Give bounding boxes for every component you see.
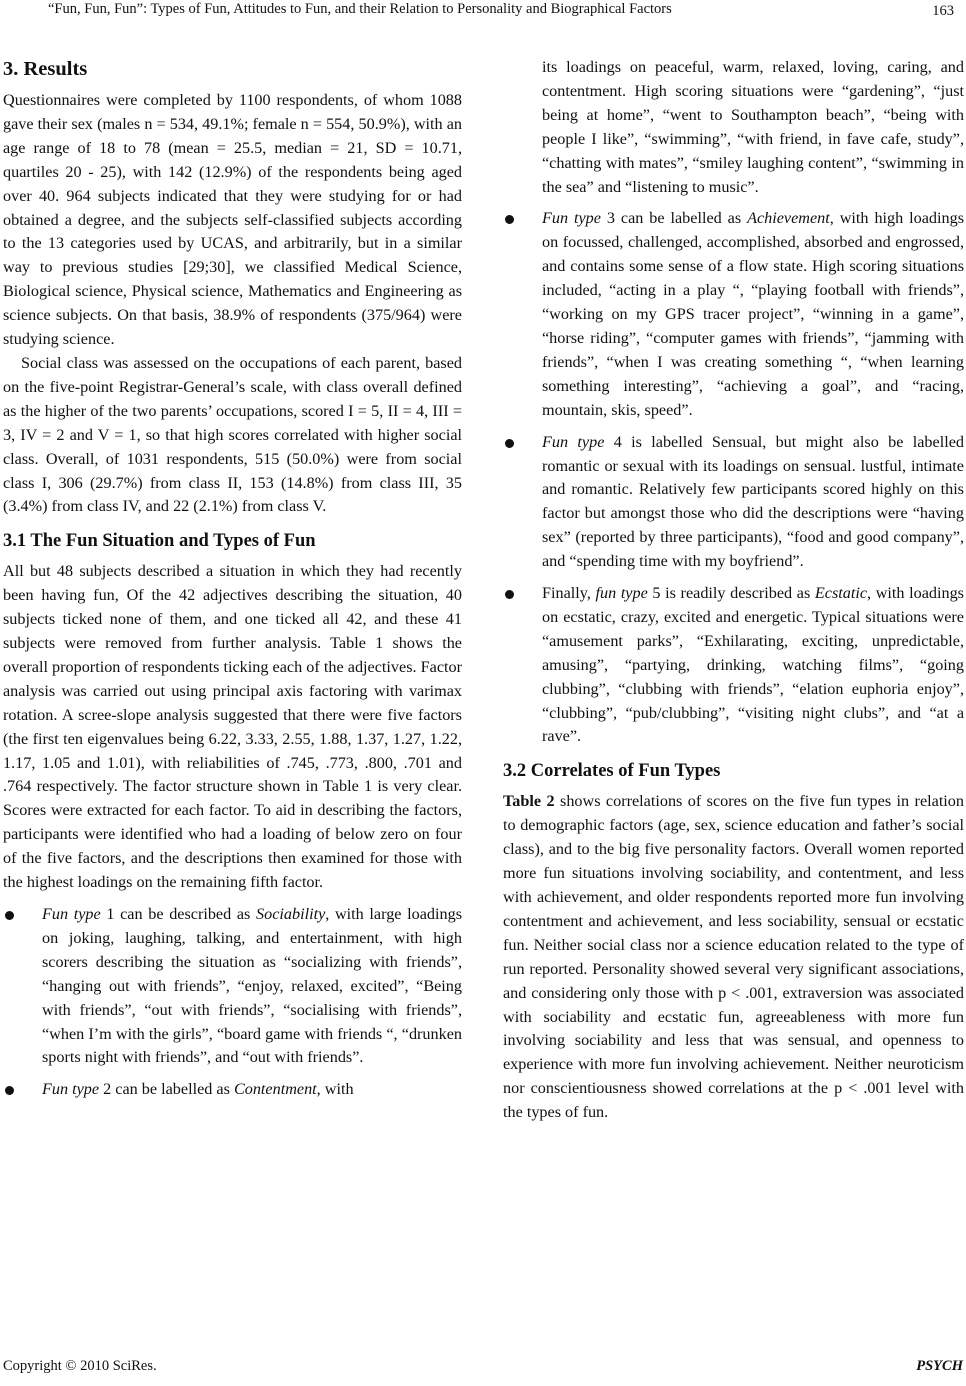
running-header [0,0,966,26]
bullet-fun-type-3 [503,207,964,422]
bullet-fun-type-4 [503,431,964,574]
results-heading: 3. Results [3,58,88,80]
bullet-dot-icon [5,911,14,920]
bullet-dot-icon [505,590,514,599]
fun-type-name: Contentment [233,1080,317,1099]
bullet-text: , with [316,1080,354,1099]
results-paragraph-1: Questionnaires were completed by 1100 respondents, of whom 1088 gave their sex (males n = 534, 49.1%; female n = 554, 50.9%), with an age range of 18 to 78 (mean = 25.5, median = 21, SD = 10.71, quartiles 20 - 25), with 142 (12.9%) of the respondents being aged over 40. 964 subjects indicated that they were studying for or had obtained a degree, and the subjects self-classified subjects according to the 13 categories used by UCAS, and arbitrarily, but in a similar way to previous studies [29;30], we classified Medical Science, Biological science, Physical science, Mathematics and Engineering as science subjects. On that basis, 38.9% of respondents (375/964) were studying science. [3,91,462,349]
bullet-text: 5 is readily described as [647,584,815,603]
section-3-2-paragraph [503,790,964,1125]
bullet-dot-icon [5,1086,14,1095]
journal-name: PSYCH [916,1358,963,1374]
bullet-text: Finally, [542,584,596,603]
fun-type-name: Sociability [256,905,326,923]
bullet-fun-type-5 [503,582,964,749]
fun-type-name: Achievement [747,209,830,228]
page-number: 163 [932,3,954,19]
bullet-text: its loadings on peaceful, warm, relaxed, loving, caring, and contentment. High scoring situations were “gardening”, “just being at home”, “went to Southampton beach”, “being with people I like”, “swimming”, “with friend, in fave cafe, study”, “chatting with mates”, “smiley laughing content”, “swimming in the sea” and “listening to music”. [542,58,964,196]
results-paragraph-2: Social class was assessed on the occupations of each parent, based on the five-point Registrar-General’s scale, with class overall defined as the higher of the two parents’ occupations, scored I = 5, II = 4, III = 3, IV = 2 and V = 1, so that high scores correlated with higher social class. Overall, of 1031 respondents, 515 (50.0%) were from social class I, 306 (29.7%) from class II, 153 (14.8%) from class III, 35 (3.4%) from class IV, and 22 (2.1%) from class V. [3,353,462,516]
bullet-text: , with loadings on ecstatic, crazy, excited and energetic. Typical situations were “amusement parks”, “Exhilarating, exciting, unpredictable, amusing”, “partying, drinking, watching films”, “going clubbing”, “clubbing with friends”, “elation euphoria enjoy”, “clubbing”, “pub/clubbing”, “visiting night clubs”, and “at a rave”. [542,584,964,746]
paragraph-text: shows correlations of scores on the five fun types in relation to demographic factors (age, sex, science education and father’s social class), and to the big five personality factors. Overall women reported more fun situations involving sociability, and contentment, and less with achievement, and older respondents reported more fun involving contentment and achievement, and less sociability, sensual or ecstatic fun. Neither social class nor a science education related to the type of run reported. Personality showed several very significant associations, and considering only those with p < .001, extraversion was associated with sociability and ecstatic fun, agreeableness with more fun involving sociability and less that was sensual, and openness to experience with more fun involving achievement. Neither neuroticism nor conscientiousness showed correlations at the p < .001 level with the types of fun. [503,792,964,1122]
fun-type-label: fun type [595,584,648,603]
bullet-text: , with high loadings on focussed, challenged, accomplished, absorbed and engrossed, and contains some sense of a flow state. High scoring situations included, “acting in a play “, “playing football with friends”, “working on my GPS tracer project”, “winning in a game”, “horse riding”, “computer games with friends”, “jamming with friends”, “when I was creating something “, “when learning something interesting”, “achieving a goal”, and “racing, mountain, skis, speed”. [542,209,964,419]
bullet-text: , with large loadings on joking, laughing, talking, and entertainment, with high scorers describing the situation as “socializing with friends”, “hanging out with friends”, “enjoy, relaxed, excited”, “Being with friends”, “out with friends”, “socialising with friends”, “when I’m with the girls”, “board game with friends “, “drunken sports night with friends”, and “out with friends”. [42,905,462,1067]
section-3-1-paragraph: All but 48 subjects described a situation in which they had recently been having fun, Of the 42 adjectives describing the situation, 40 subjects ticked none of them, and one ticked all 42, and these 41 subjects were removed from further analysis. Table 1 shows the overall proportion of respondents ticking each of the adjectives. Factor analysis was carried out using principal axis factoring with varimax rotation. A scree-slope analysis suggested that there were five factors (the first ten eigenvalues being 6.22, 3.33, 2.55, 1.88, 1.37, 1.27, 1.22, 1.17, 1.05 and 1.01), with reliabilities of .745, .773, .800, .701 and .764 respectively. The factor structure shown in Table 1 is very clear. Scores were extracted for each factor. To aid in describing the factors, participants were identified who had a loading of below zero on four of the five factors, and the descriptions then examined for those with the highest loadings on the remaining fifth factor. [3,562,462,892]
table-2-reference: Table 2 [503,792,555,811]
fun-type-label: Fun type [542,432,605,451]
bullet-text: 1 can be described as [100,905,257,923]
bullet-fun-type-1 [3,903,462,1070]
running-title: “Fun, Fun, Fun”: Types of Fun, Attitudes to Fun, and their Relation to Personality and Biographical Factors [48,1,672,17]
fun-type-name: Ecstatic [814,584,868,603]
left-column [3,56,462,1102]
bullet-text: 3 can be labelled as [600,209,748,228]
bullet-text: 2 can be labelled as [99,1080,234,1099]
bullet-fun-type-2 [3,1078,462,1102]
bullet-dot-icon [505,215,514,224]
section-3-1-heading: 3.1 The Fun Situation and Types of Fun [3,531,316,552]
fun-type-label: Fun type [542,209,601,228]
bullet-fun-type-2-continued [503,56,964,199]
copyright-notice: Copyright © 2010 SciRes. [3,1358,157,1374]
section-3-2-heading: 3.2 Correlates of Fun Types [503,761,721,782]
right-column [503,56,964,1125]
bullet-dot-icon [505,439,514,448]
fun-type-label: Fun type [42,1080,100,1099]
bullet-text: 4 is labelled Sensual, but might also be labelled romantic or sexual with its loadings on sensual. lustful, intimate and romantic. Relatively few participants scored highly on this factor but amongst those who did the descriptions were “having sex” (reported by three participants), “food and good company”, and “spending time with my boyfriend”. [542,432,964,571]
fun-type-label: Fun type [42,905,101,923]
